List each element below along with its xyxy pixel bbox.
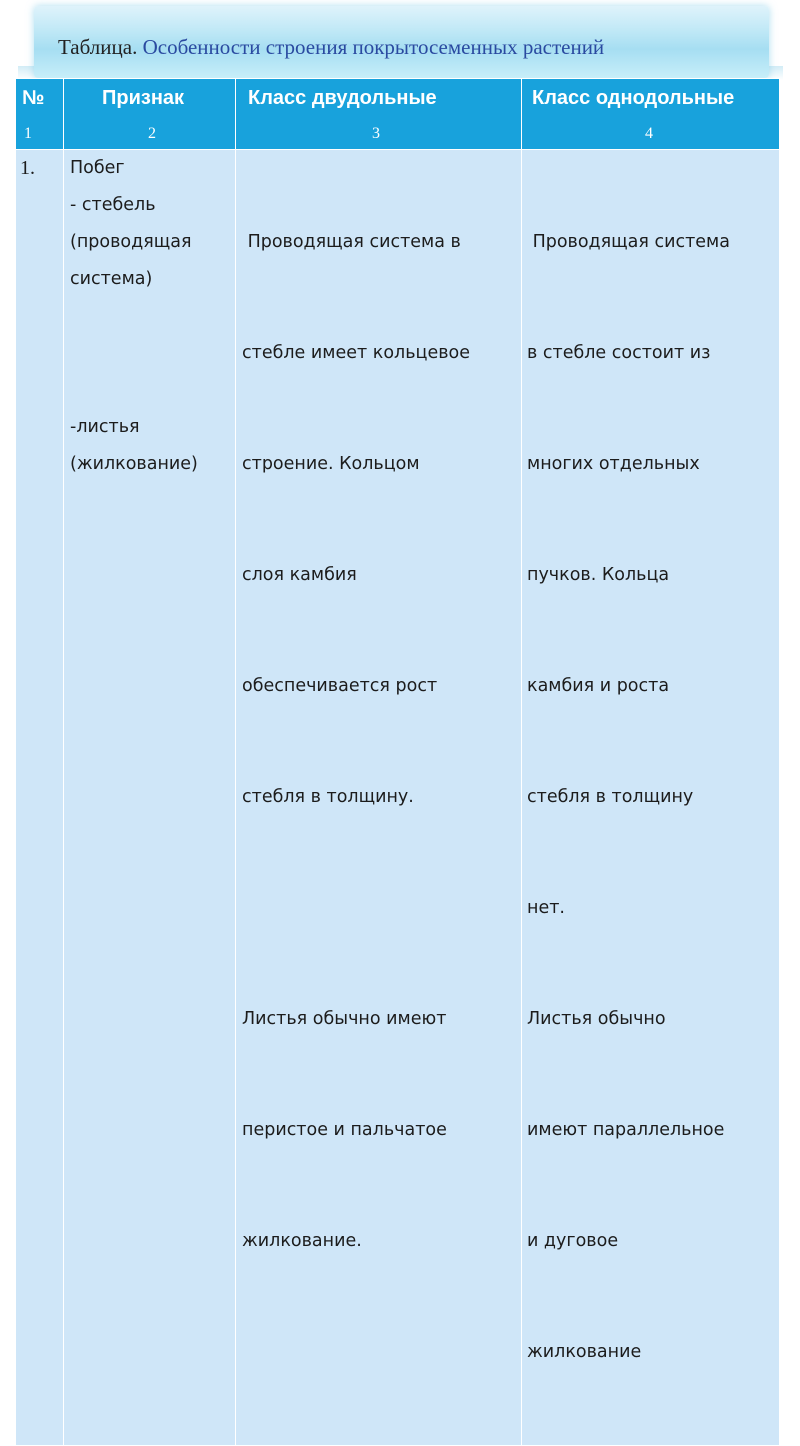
header-cell-monocots [522,79,780,150]
table-header-row [16,79,780,150]
dicots-line: жилкование. [242,1231,362,1251]
header-col-number: 2 [148,125,156,142]
dicots-line: Проводящая система в [242,232,461,252]
header-cell-dicots [236,79,522,150]
header-label: Признак [102,87,185,109]
feature-line: (проводящая [70,232,192,252]
monocots-line: в стебле состоит из [527,343,711,363]
features-table [15,78,780,1446]
page-title [58,35,604,60]
header-label: Класс однодольные [532,87,735,109]
dicots-line: перистое и пальчатое [242,1120,447,1140]
header-label: Класс двудольные [248,87,437,109]
row-number-cell [16,150,64,1446]
header-cell-feature [64,79,236,150]
monocots-line: пучков. Кольца [527,565,670,585]
feature-line: Побег [70,158,125,178]
dicots-line: строение. Кольцом [242,454,420,474]
monocots-cell [522,150,780,1446]
dicots-line: слоя камбия [242,565,357,585]
monocots-line: Проводящая система [527,232,730,252]
feature-line: система) [70,269,153,289]
header-cell-number [16,79,64,150]
feature-cell [64,150,236,1446]
monocots-line: имеют параллельное [527,1120,725,1140]
header-col-number: 1 [24,125,32,142]
row-number: 1. [20,157,35,179]
monocots-line: жилкование [527,1342,642,1362]
title-prefix: Таблица. [58,35,138,59]
feature-line: - стебель [70,195,156,215]
feature-line: -листья [70,417,140,437]
header-col-number: 3 [372,125,380,142]
monocots-line: нет. [527,898,565,918]
dicots-line: Листья обычно имеют [242,1009,447,1029]
table-row [16,150,780,1446]
header-label: № [22,87,45,109]
monocots-line: и дуговое [527,1231,619,1251]
dicots-line: обеспечивается рост [242,676,438,696]
monocots-line: Листья обычно [527,1009,666,1029]
dicots-cell [236,150,522,1446]
monocots-line: камбия и роста [527,676,670,696]
monocots-line: стебля в толщину [527,787,694,807]
header-col-number: 4 [645,125,653,142]
monocots-line: многих отдельных [527,454,700,474]
dicots-line: стебля в толщину. [242,787,414,807]
title-text: Особенности строения покрытосеменных растений [142,35,605,59]
dicots-line: стебле имеет кольцевое [242,343,470,363]
feature-line: (жилкование) [70,454,198,474]
